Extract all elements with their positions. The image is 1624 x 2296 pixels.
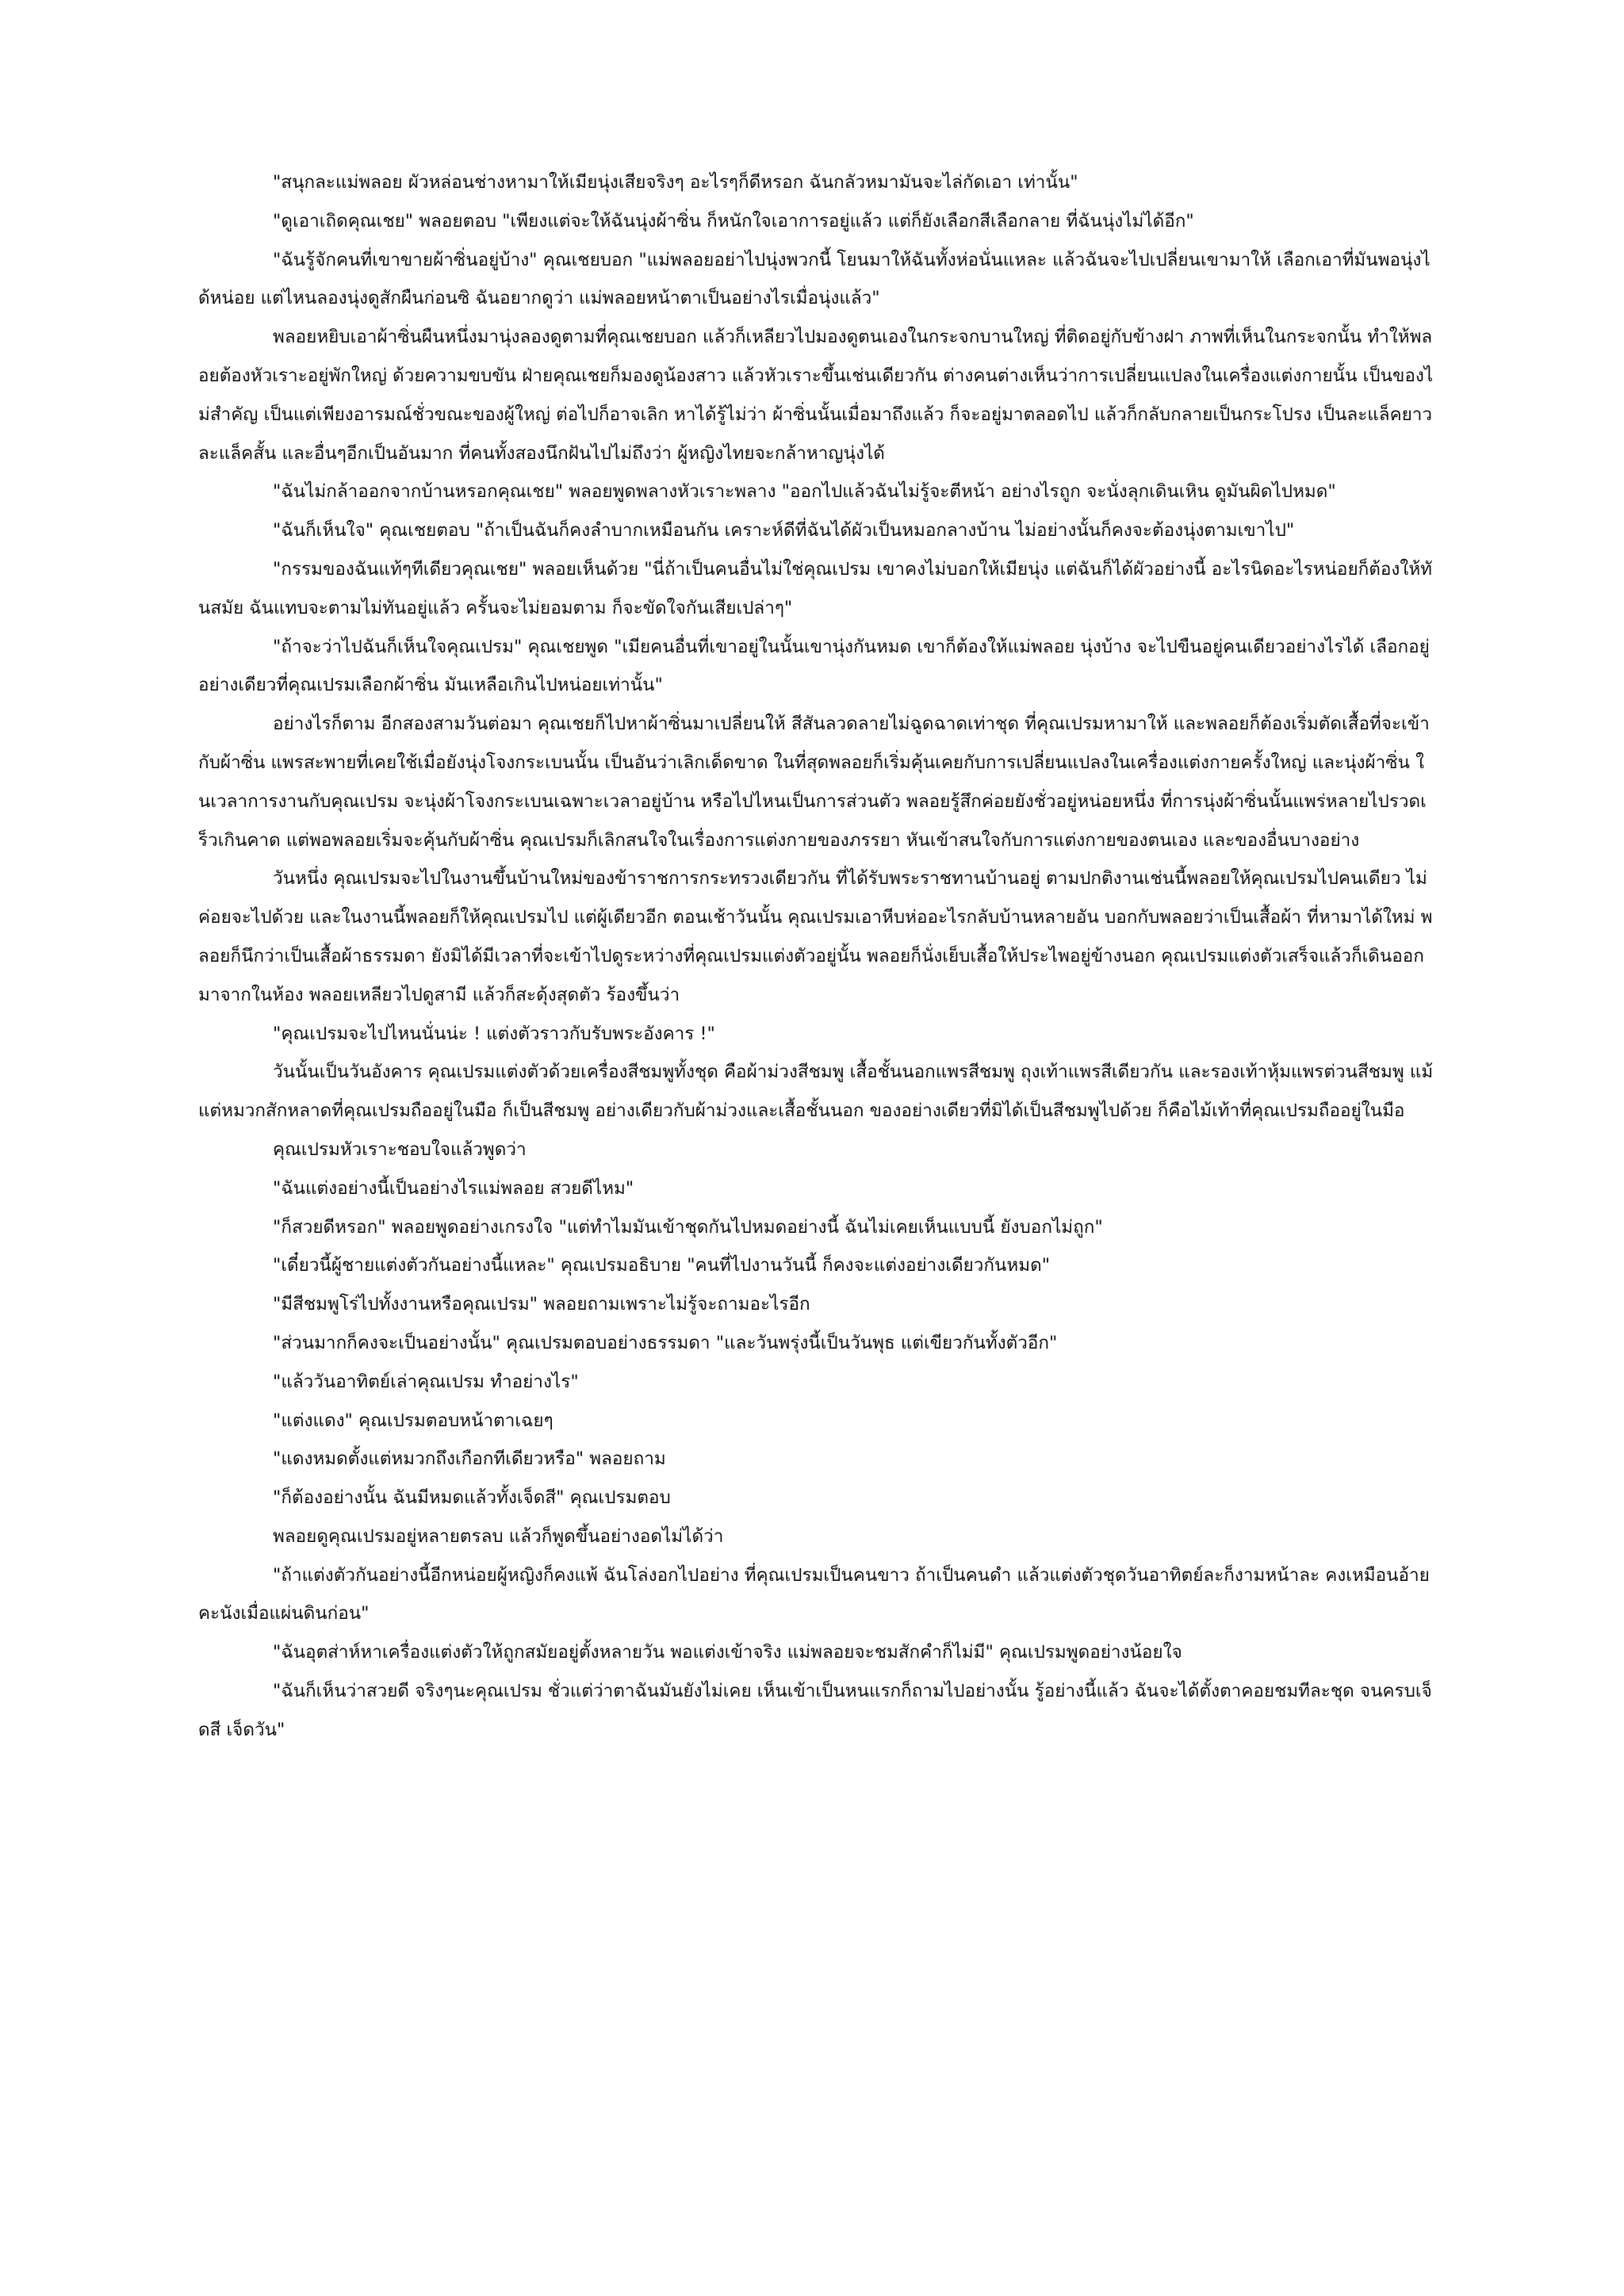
paragraph: "ก็ต้องอย่างนั้น ฉันมีหมดแล้วทั้งเจ็ดสี" คุณเปรมตอบ	[273, 1487, 671, 1509]
paragraph: "ฉันก็เห็นว่าสวยดี จริงๆนะคุณเปรม ชั่วแต่ว่าตาฉันมันยังไม่เคย เห็นเข้าเป็นหนแรกก็ถามไปอย่างนั้น รู้อย่างนี้แล้ว ฉันจะได้ตั้งตาคอยชมทีละชุด จนครบเจ็ดสี เจ็ดวัน"	[198, 1681, 1432, 1740]
paragraph: พลอยหยิบเอาผ้าซิ่นผืนหนึ่งมานุ่งลองดูตามที่คุณเชยบอก แล้วก็เหลียวไปมองดูตนเองในกระจกบานใหญ่ ที่ติดอยู่กับข้างฝา ภาพที่เห็นในกระจกนั้น ทำให้พลอยต้องหัวเราะอยู่พักใหญ่ ด้วยความขบขัน ฝ่ายคุณเชยก็มองดูน้องสาว แล้วหัวเราะขึ้นเช่นเดียวกัน ต่างคนต่างเห็นว่าการเปลี่ยนแปลงในเครื่องแต่งกายนั้น เป็นของไม่สำคัญ เป็นแต่เพียงอารมณ์ชั่วขณะของผู้ใหญ่ ต่อไปก็อาจเลิก หาได้รู้ไม่ว่า ผ้าซิ่นนั้นเมื่อมาถึงแล้ว ก็จะอยู่มาตลอดไป แล้วก็กลับกลายเป็นกระโปรง เป็นละแล็คยาวละแล็คสั้น และอื่นๆอีกเป็นอันมาก ที่คนทั้งสองนึกฝันไปไม่ถึงว่า ผู้หญิงไทยจะกล้าหาญนุ่งได้	[198, 327, 1434, 464]
paragraph: "ฉันไม่กล้าออกจากบ้านหรอกคุณเชย" พลอยพูดพลางหัวเราะพลาง "ออกไปแล้วฉันไม่รู้จะตีหน้า อย่างไรถูก จะนั่งลุกเดินเหิน ดูมันผิดไปหมด"	[273, 481, 1336, 503]
paragraph: "ฉันอุตส่าห์หาเครื่องแต่งตัวให้ถูกสมัยอยู่ตั้งหลายวัน พอแต่งเข้าจริง แม่พลอยจะชมสักคำก็ไม่มี" คุณเปรมพูดอย่างน้อยใจ	[273, 1642, 1182, 1663]
paragraph: "กรรมของฉันแท้ๆทีเดียวคุณเชย" พลอยเห็นด้วย "นี่ถ้าเป็นคนอื่นไม่ใช่คุณเปรม เขาคงไม่บอกให้เมียนุ่ง แต่ฉันก็ได้ผัวอย่างนี้ อะไรนิดอะไรหน่อยก็ต้องให้ทันสมัย ฉันแทบจะตามไม่ทันอยู่แล้ว ครั้นจะไม่ยอมตาม ก็จะขัดใจกันเสียเปล่าๆ"	[198, 558, 1433, 618]
paragraph: "แล้ววันอาทิตย์เล่าคุณเปรม ทำอย่างไร"	[273, 1371, 579, 1392]
paragraph: คุณเปรมหัวเราะชอบใจแล้วพูดว่า	[273, 1138, 527, 1160]
paragraph: "ถ้าจะว่าไปฉันก็เห็นใจคุณเปรม" คุณเชยพูด "เมียคนอื่นที่เขาอยู่ในนั้นเขานุ่งกันหมด เขาก็ต้องให้แม่พลอย นุ่งบ้าง จะไปขืนอยู่คนเดียวอย่างไรได้ เลือกอยู่อย่างเดียวที่คุณเปรมเลือกผ้าซิ่น มันเหลือเกินไปหน่อยเท่านั้น"	[198, 636, 1430, 696]
paragraph: "แต่งแดง" คุณเปรมตอบหน้าตาเฉยๆ	[273, 1410, 553, 1431]
paragraph: "สนุกละแม่พลอย ผัวหล่อนช่างหามาให้เมียนุ่งเสียจริงๆ อะไรๆก็ดีหรอก ฉันกลัวหมามันจะไล่กัดเอา เท่านั้น"	[273, 172, 1078, 193]
paragraph: วันหนึ่ง คุณเปรมจะไปในงานขึ้นบ้านใหม่ของข้าราชการกระทรวงเดียวกัน ที่ได้รับพระราชทานบ้านอยู่ ตามปกติงานเช่นนี้พลอยให้คุณเปรมไปคนเดียว ไม่ค่อยจะไปด้วย และในงานนี้พลอยก็ให้คุณเปรมไป แต่ผู้เดียวอีก ตอนเช้าวันนั้น คุณเปรมเอาหีบห่ออะไรกลับบ้านหลายอัน บอกกับพลอยว่าเป็นเสื้อผ้า ที่หามาได้ใหม่ พลอยก็นึกว่าเป็นเสื้อผ้าธรรมดา ยังมิได้มีเวลาที่จะเข้าไปดูระหว่างที่คุณเปรมแต่งตัวอยู่นั้น พลอยก็นั่งเย็บเสื้อให้ประไพอยู่ข้างนอก คุณเปรมแต่งตัวเสร็จแล้วก็เดินออกมาจากในห้อง พลอยเหลียวไปดูสามี แล้วก็สะดุ้งสุดตัว ร้องขึ้นว่า	[198, 868, 1433, 1005]
paragraph: "คุณเปรมจะไปไหนนั่นน่ะ ! แต่งตัวราวกับรับพระอังคาร !"	[273, 1023, 715, 1044]
document-body	[198, 163, 1435, 1750]
paragraph: "ก็สวยดีหรอก" พลอยพูดอย่างเกรงใจ "แต่ทำไมมันเข้าชุดกันไปหมดอย่างนี้ ฉันไม่เคยเห็นแบบนี้ ยังบอกไม่ถูก"	[273, 1216, 1103, 1238]
paragraph: "แดงหมดตั้งแต่หมวกถึงเกือกทีเดียวหรือ" พลอยถาม	[273, 1448, 666, 1470]
paragraph: "มีสีชมพูโร่ไปทั้งงานหรือคุณเปรม" พลอยถามเพราะไม่รู้จะถามอะไรอีก	[273, 1294, 810, 1315]
paragraph: "ฉันแต่งอย่างนี้เป็นอย่างไรแม่พลอย สวยดีไหม"	[273, 1177, 634, 1199]
paragraph: "ฉันก็เห็นใจ" คุณเชยตอบ "ถ้าเป็นฉันก็คงลำบากเหมือนกัน เคราะห์ดีที่ฉันได้ผัวเป็นหมอกลางบ้าน ไม่อย่างนั้นก็คงจะต้องนุ่งตามเขาไป"	[273, 520, 1295, 541]
paragraph: "ถ้าแต่งตัวกันอย่างนี้อีกหน่อยผู้หญิงก็คงแพ้ ฉันโล่งอกไปอย่าง ที่คุณเปรมเป็นคนขาว ถ้าเป็นคนดำ แล้วแต่งตัวชุดวันอาทิตย์ละก็งามหน้าละ คงเหมือนอ้ายคะนังเมื่อแผ่นดินก่อน"	[198, 1564, 1430, 1624]
paragraph: พลอยดูคุณเปรมอยู่หลายตรลบ แล้วก็พูดขึ้นอย่างอดไม่ได้ว่า	[273, 1525, 724, 1547]
paragraph: อย่างไรก็ตาม อีกสองสามวันต่อมา คุณเชยก็ไปหาผ้าซิ่นมาเปลี่ยนให้ สีสันลวดลายไม่ฉูดฉาดเท่าชุด ที่คุณเปรมหามาให้ และพลอยก็ต้องเริ่มตัดเสื้อที่จะเข้ากับผ้าซิ่น แพรสะพายที่เคยใช้เมื่อยังนุ่งโจงกระเบนนั้น เป็นอันว่าเลิกเด็ดขาด ในที่สุดพลอยก็เริ่มคุ้นเคยกับการเปลี่ยนแปลงในเครื่องแต่งกายครั้งใหญ่ และนุ่งผ้าซิ่น ในเวลาการงานกับคุณเปรม จะนุ่งผ้าโจงกระเบนเฉพาะเวลาอยู่บ้าน หรือไปไหนเป็นการส่วนตัว พลอยรู้สึกค่อยยังชั่วอยู่หน่อยหนึ่ง ที่การนุ่งผ้าซิ่นนั้นแพร่หลายไปรวดเร็วเกินคาด แต่พอพลอยเริ่มจะคุ้นกับผ้าซิ่น คุณเปรมก็เลิกสนใจในเรื่องการแต่งกายของภรรยา หันเข้าสนใจกับการแต่งกายของตนเอง และของอื่นบางอย่าง	[198, 714, 1430, 851]
paragraph: "เดี๋ยวนี้ผู้ชายแต่งตัวกันอย่างนี้แหละ" คุณเปรมอธิบาย "คนที่ไปงานวันนี้ ก็คงจะแต่งอย่างเดียวกันหมด"	[273, 1255, 1051, 1276]
paragraph: "ดูเอาเถิดคุณเชย" พลอยตอบ "เพียงแต่จะให้ฉันนุ่งผ้าซิ่น ก็หนักใจเอาการอยู่แล้ว แต่ก็ยังเลือกสีเลือกลาย ที่ฉันนุ่งไม่ได้อีก"	[273, 210, 1194, 232]
paragraph: "ฉันรู้จักคนที่เขาขายผ้าซิ่นอยู่บ้าง" คุณเชยบอก "แม่พลอยอย่าไปนุ่งพวกนี้ โยนมาให้ฉันทั้งห่อนั่นแหละ แล้วฉันจะไปเปลี่ยนเขามาให้ เลือกเอาที่มันพอนุ่งได้หน่อย แต่ไหนลองนุ่งดูสักผืนก่อนซิ ฉันอยากดูว่า แม่พลอยหน้าตาเป็นอย่างไรเมื่อนุ่งแล้ว"	[198, 249, 1431, 309]
paragraph: วันนั้นเป็นวันอังคาร คุณเปรมแต่งตัวด้วยเครื่องสีชมพูทั้งชุด คือผ้าม่วงสีชมพู เสื้อชั้นนอกแพรสีชมพู ถุงเท้าแพรสีเดียวกัน และรองเท้าหุ้มแพรต่วนสีชมพู แม้แต่หมวกสักหลาดที่คุณเปรมถืออยู่ในมือ ก็เป็นสีชมพู อย่างเดียวกับผ้าม่วงและเสื้อชั้นนอก ของอย่างเดียวที่มิได้เป็นสีชมพูไปด้วย ก็คือไม้เท้าที่คุณเปรมถืออยู่ในมือ	[198, 1062, 1434, 1122]
paragraph: "ส่วนมากก็คงจะเป็นอย่างนั้น" คุณเปรมตอบอย่างธรรมดา "และวันพรุ่งนี้เป็นวันพุธ แต่เขียวกันทั้งตัวอีก"	[273, 1332, 1058, 1353]
